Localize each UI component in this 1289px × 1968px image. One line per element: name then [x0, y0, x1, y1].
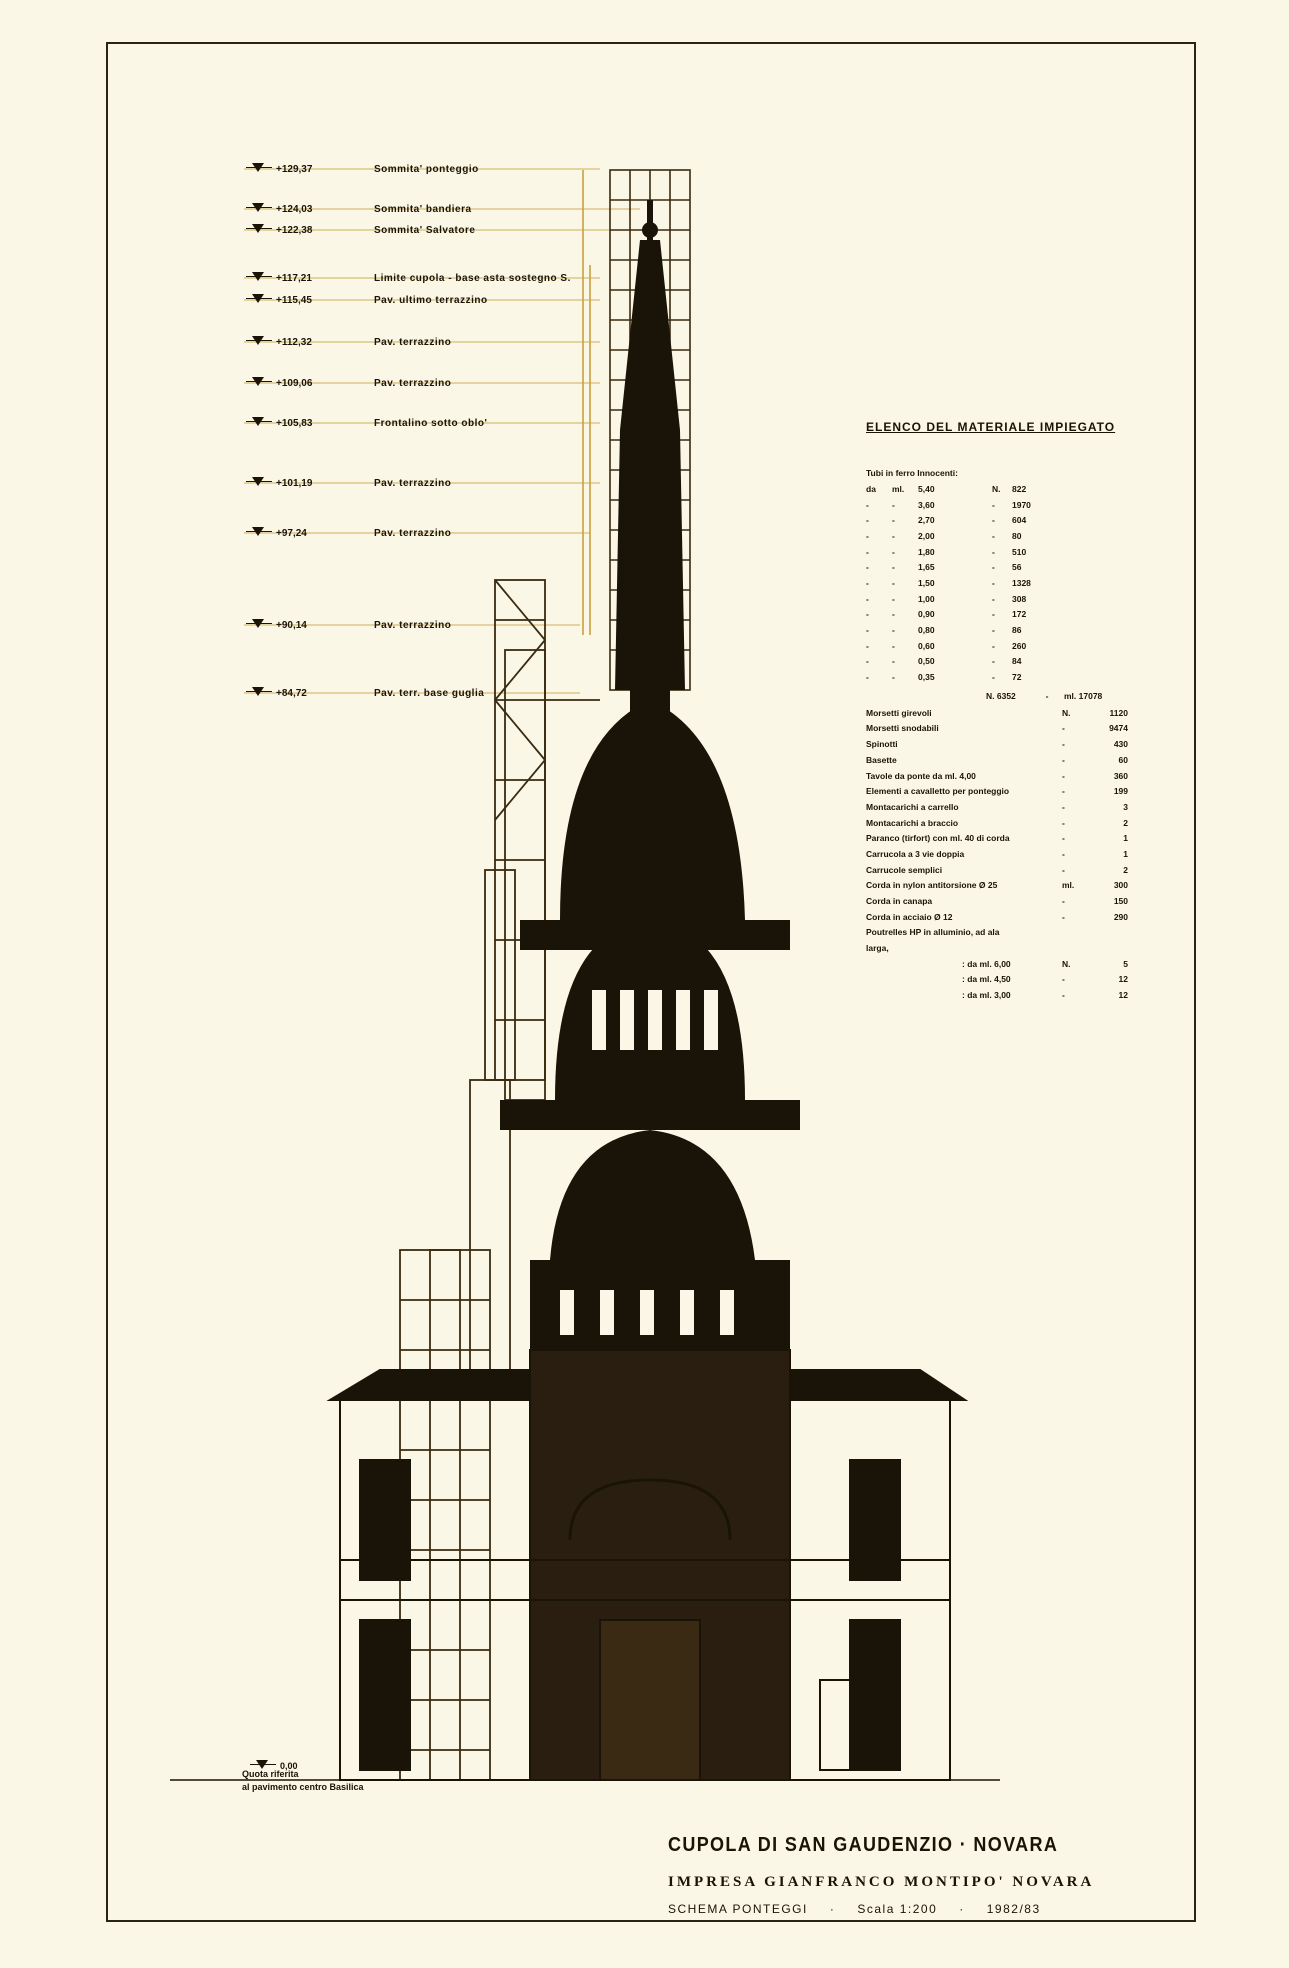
tube-length: 1,00 [918, 593, 935, 604]
ditto-mark: - [892, 530, 895, 541]
tube-quantity: 1328 [1012, 577, 1031, 588]
elevation-row [246, 266, 571, 290]
material-sublabel: : da ml. 3,00 [962, 990, 1011, 1001]
material-quantity: 1120 [1109, 707, 1128, 718]
ditto-mark: - [892, 499, 895, 510]
tube-length: 2,00 [918, 530, 935, 541]
material-quantity: 430 [1113, 739, 1128, 750]
tube-row [866, 512, 1128, 528]
tube-count-unit: - [992, 640, 995, 651]
drawing-years: 1982/83 [986, 1902, 1041, 1916]
ditto-mark: - [866, 546, 869, 557]
material-row [866, 830, 1128, 846]
elevation-label: Frontalino sotto oblo' [374, 417, 488, 429]
material-unit: - [1062, 990, 1065, 1001]
elevation-row [246, 681, 484, 705]
material-sublabel: : da ml. 6,00 [962, 958, 1011, 969]
elevation-label: Sommita' bandiera [374, 203, 472, 215]
material-row [866, 846, 1128, 862]
material-label: Elementi a cavalletto per ponteggio [866, 786, 1010, 797]
tube-row [866, 544, 1128, 560]
ditto-mark: - [866, 625, 869, 636]
tube-unit: ml. [892, 483, 905, 494]
material-unit: - [1062, 817, 1065, 828]
material-quantity: 300 [1113, 880, 1128, 891]
ditto-mark: - [866, 672, 869, 683]
elevation-value: +101,19 [276, 477, 313, 489]
level-marker-icon [246, 686, 272, 700]
material-label: Carrucola a 3 vie doppia [866, 848, 965, 859]
elevation-value: +124,03 [276, 203, 313, 215]
material-row [866, 721, 1128, 737]
elevation-value: +122,38 [276, 224, 313, 236]
items-table [866, 705, 1128, 956]
ditto-mark: - [866, 515, 869, 526]
baseline-note [242, 1768, 364, 1794]
material-unit: - [1062, 974, 1065, 985]
tube-length: 3,60 [918, 499, 935, 510]
separator-dot: · [959, 1902, 965, 1916]
material-unit: - [1062, 911, 1065, 922]
tube-quantity: 604 [1012, 515, 1027, 526]
level-marker-icon [246, 335, 272, 349]
tube-count-unit: - [992, 515, 995, 526]
material-row [866, 768, 1128, 784]
material-quantity: 199 [1113, 786, 1128, 797]
tube-count-unit: - [992, 562, 995, 573]
tube-quantity: 72 [1012, 672, 1022, 683]
material-label: Corda in canapa [866, 896, 933, 907]
ditto-mark: - [892, 593, 895, 604]
material-quantity: 60 [1118, 754, 1128, 765]
baseline-note-line: Quota riferita [242, 1769, 299, 1779]
ditto-mark: - [892, 609, 895, 620]
material-quantity: 9474 [1109, 723, 1128, 734]
tube-length: 1,50 [918, 577, 935, 588]
tube-row [866, 497, 1128, 513]
ditto-mark: - [866, 609, 869, 620]
material-quantity: 290 [1113, 911, 1128, 922]
level-marker-icon [246, 618, 272, 632]
tube-row [866, 622, 1128, 638]
material-unit: - [1062, 833, 1065, 844]
material-unit: - [1062, 770, 1065, 781]
elevation-label: Pav. terrazzino [374, 377, 452, 389]
ditto-mark: - [892, 515, 895, 526]
material-label: Spinotti [866, 739, 898, 750]
elevation-label: Pav. terrazzino [374, 477, 452, 489]
material-row [866, 736, 1128, 752]
elevation-value: +112,32 [276, 336, 312, 348]
elevation-row [246, 471, 451, 495]
tube-row [866, 638, 1128, 654]
tube-row [866, 591, 1128, 607]
elevation-row [246, 613, 451, 637]
tube-quantity: 56 [1012, 562, 1022, 573]
company-name: IMPRESA GIANFRANCO MONTIPO' NOVARA [668, 1874, 1095, 1890]
basilica-body [330, 1350, 965, 1780]
tube-quantity: 86 [1012, 625, 1022, 636]
material-label: Paranco (tirfort) con ml. 40 di corda [866, 833, 1010, 844]
tube-quantity: 80 [1012, 530, 1022, 541]
tube-quantity: 260 [1012, 640, 1027, 651]
material-row [866, 705, 1128, 721]
material-row [866, 909, 1128, 925]
elevation-row [246, 371, 451, 395]
material-row [866, 783, 1128, 799]
ditto-mark: - [892, 562, 895, 573]
title-block-footer [668, 1902, 1063, 1916]
level-marker-icon [246, 476, 272, 490]
ditto-mark: - [892, 546, 895, 557]
tube-row [866, 528, 1128, 544]
material-subrow [866, 972, 1128, 988]
material-row [866, 893, 1128, 909]
elevation-row [246, 330, 451, 354]
material-quantity: 1 [1123, 848, 1128, 859]
tube-length: 0,35 [918, 672, 935, 683]
tube-length: 0,80 [918, 625, 935, 636]
tube-count-unit: - [992, 577, 995, 588]
material-unit: - [1062, 801, 1065, 812]
level-marker-icon [246, 293, 272, 307]
tube-quantity: 172 [1012, 609, 1027, 620]
elevation-value: +117,21 [276, 272, 312, 284]
tube-count-unit: - [992, 656, 995, 667]
tube-row [866, 607, 1128, 623]
tube-count-unit: - [992, 530, 995, 541]
material-label: Montacarichi a carrello [866, 801, 959, 812]
ditto-mark: - [892, 577, 895, 588]
tube-length: 2,70 [918, 515, 935, 526]
elevation-value: +105,83 [276, 417, 313, 429]
tube-length: 1,65 [918, 562, 935, 573]
ditto-mark: - [892, 640, 895, 651]
ditto-mark: - [866, 499, 869, 510]
tubes-total-row [866, 687, 1128, 705]
tubes-total-length: ml. 17078 [1064, 690, 1103, 701]
material-sublabel: : da ml. 4,50 [962, 974, 1011, 985]
tube-quantity: 1970 [1012, 499, 1031, 510]
spire [615, 200, 685, 750]
material-unit: - [1062, 723, 1065, 734]
material-quantity: 2 [1123, 817, 1128, 828]
material-row [866, 799, 1128, 815]
material-label: Carrucole semplici [866, 864, 943, 875]
drawing-scale: Scala 1:200 [857, 1902, 938, 1916]
subitems-table [866, 956, 1128, 1003]
material-unit: ml. [1062, 880, 1075, 891]
elevation-value: +129,37 [276, 163, 313, 175]
tube-length: 1,80 [918, 546, 935, 557]
ditto-mark: - [866, 656, 869, 667]
tube-quantity: 308 [1012, 593, 1027, 604]
tube-count-unit: N. [992, 483, 1001, 494]
tube-row [866, 481, 1128, 497]
material-row [866, 752, 1128, 768]
ditto-mark: - [866, 640, 869, 651]
tube-count-unit: - [992, 593, 995, 604]
elevation-value: +84,72 [276, 687, 307, 699]
ditto-mark: - [892, 672, 895, 683]
tubes-table [866, 481, 1128, 685]
material-quantity: 12 [1118, 974, 1128, 985]
materials-title: ELENCO DEL MATERIALE IMPIEGATO [866, 420, 1116, 434]
material-unit: N. [1062, 958, 1071, 969]
material-unit: - [1062, 754, 1065, 765]
tube-count-unit: - [992, 499, 995, 510]
material-quantity: 12 [1118, 990, 1128, 1001]
ditto-mark: - [892, 625, 895, 636]
material-row [866, 878, 1128, 894]
tubes-total-count: N. 6352 [986, 690, 1016, 701]
material-quantity: 2 [1123, 864, 1128, 875]
baseline-note-line: al pavimento centro Basilica [242, 1782, 364, 1792]
material-row [866, 815, 1128, 831]
tube-count-unit: - [992, 609, 995, 620]
material-unit: - [1062, 896, 1065, 907]
tube-count-unit: - [992, 625, 995, 636]
level-marker-icon [246, 162, 272, 176]
drawing-subtitle: SCHEMA PONTEGGI [668, 1902, 808, 1916]
tube-row [866, 654, 1128, 670]
elevation-label: Sommita' ponteggio [374, 163, 479, 175]
elevation-label: Sommita' Salvatore [374, 224, 476, 236]
tubes-header [866, 468, 1128, 478]
tube-row [866, 669, 1128, 685]
material-label: Corda in acciaio Ø 12 [866, 911, 953, 922]
elevation-row [246, 288, 488, 312]
elevation-row [246, 157, 479, 181]
elevation-value: +97,24 [276, 527, 307, 539]
elevation-label: Pav. terr. base guglia [374, 687, 485, 699]
tube-length: 0,90 [918, 609, 935, 620]
material-label: Basette [866, 754, 897, 765]
material-unit: N. [1062, 707, 1071, 718]
level-marker-icon [246, 376, 272, 390]
elevation-value: +90,14 [276, 619, 307, 631]
tube-count-unit: - [992, 672, 995, 683]
material-subrow [866, 987, 1128, 1003]
materials-list [866, 420, 1128, 1003]
tubes-total-separator: - [1045, 690, 1049, 701]
material-unit: - [1062, 848, 1065, 859]
material-label: larga, [866, 943, 889, 954]
ditto-mark: - [892, 656, 895, 667]
tube-prefix: da [866, 483, 876, 494]
separator-dot: · [829, 1902, 836, 1916]
elevation-value: +109,06 [276, 377, 313, 389]
material-quantity: 5 [1123, 958, 1128, 969]
material-row [866, 862, 1128, 878]
elevation-label: Pav. ultimo terrazzino [374, 294, 488, 306]
elevation-label: Limite cupola - base asta sostegno S. [374, 272, 571, 284]
tube-quantity: 822 [1012, 483, 1027, 494]
material-row [866, 940, 1128, 956]
material-quantity: 1 [1123, 833, 1128, 844]
material-unit: - [1062, 786, 1065, 797]
level-marker-icon [246, 271, 272, 285]
material-unit: - [1062, 864, 1065, 875]
material-label: Poutrelles HP in alluminio, ad ala [866, 927, 1000, 938]
elevation-label: Pav. terrazzino [374, 619, 452, 631]
ditto-mark: - [866, 562, 869, 573]
tube-length: 0,50 [918, 656, 935, 667]
elevation-label: Pav. terrazzino [374, 336, 452, 348]
material-quantity: 3 [1123, 801, 1128, 812]
material-label: Corda in nylon antitorsione Ø 25 [866, 880, 998, 891]
ditto-mark: - [866, 577, 869, 588]
elevation-label: Pav. terrazzino [374, 527, 452, 539]
material-unit: - [1062, 739, 1065, 750]
material-quantity: 150 [1113, 896, 1128, 907]
tube-length: 5,40 [918, 483, 935, 494]
tube-row [866, 575, 1128, 591]
material-row [866, 925, 1128, 941]
ditto-mark: - [866, 593, 869, 604]
level-marker-icon [246, 526, 272, 540]
elevation-value: +115,45 [276, 294, 312, 306]
elevation-row [246, 218, 475, 242]
tubes-header-label: Tubi in ferro Innocenti: [866, 468, 958, 478]
elevation-row [246, 521, 451, 545]
tube-count-unit: - [992, 546, 995, 557]
drawing-title: CUPOLA DI SAN GAUDENZIO · NOVARA [668, 1834, 1059, 1856]
material-subrow [866, 956, 1128, 972]
baseline-value: 0,00 [280, 1761, 298, 1771]
material-label: Morsetti girevoli [866, 707, 932, 718]
material-label: Tavole da ponte da ml. 4,00 [866, 770, 976, 781]
ditto-mark: - [866, 530, 869, 541]
tube-row [866, 559, 1128, 575]
tube-length: 0,60 [918, 640, 935, 651]
material-label: Morsetti snodabili [866, 723, 939, 734]
level-marker-icon [246, 202, 272, 216]
level-marker-icon [246, 223, 272, 237]
tube-quantity: 510 [1012, 546, 1027, 557]
material-quantity: 360 [1113, 770, 1128, 781]
tube-quantity: 84 [1012, 656, 1022, 667]
elevation-row [246, 411, 487, 435]
level-marker-icon [246, 416, 272, 430]
material-label: Montacarichi a braccio [866, 817, 959, 828]
